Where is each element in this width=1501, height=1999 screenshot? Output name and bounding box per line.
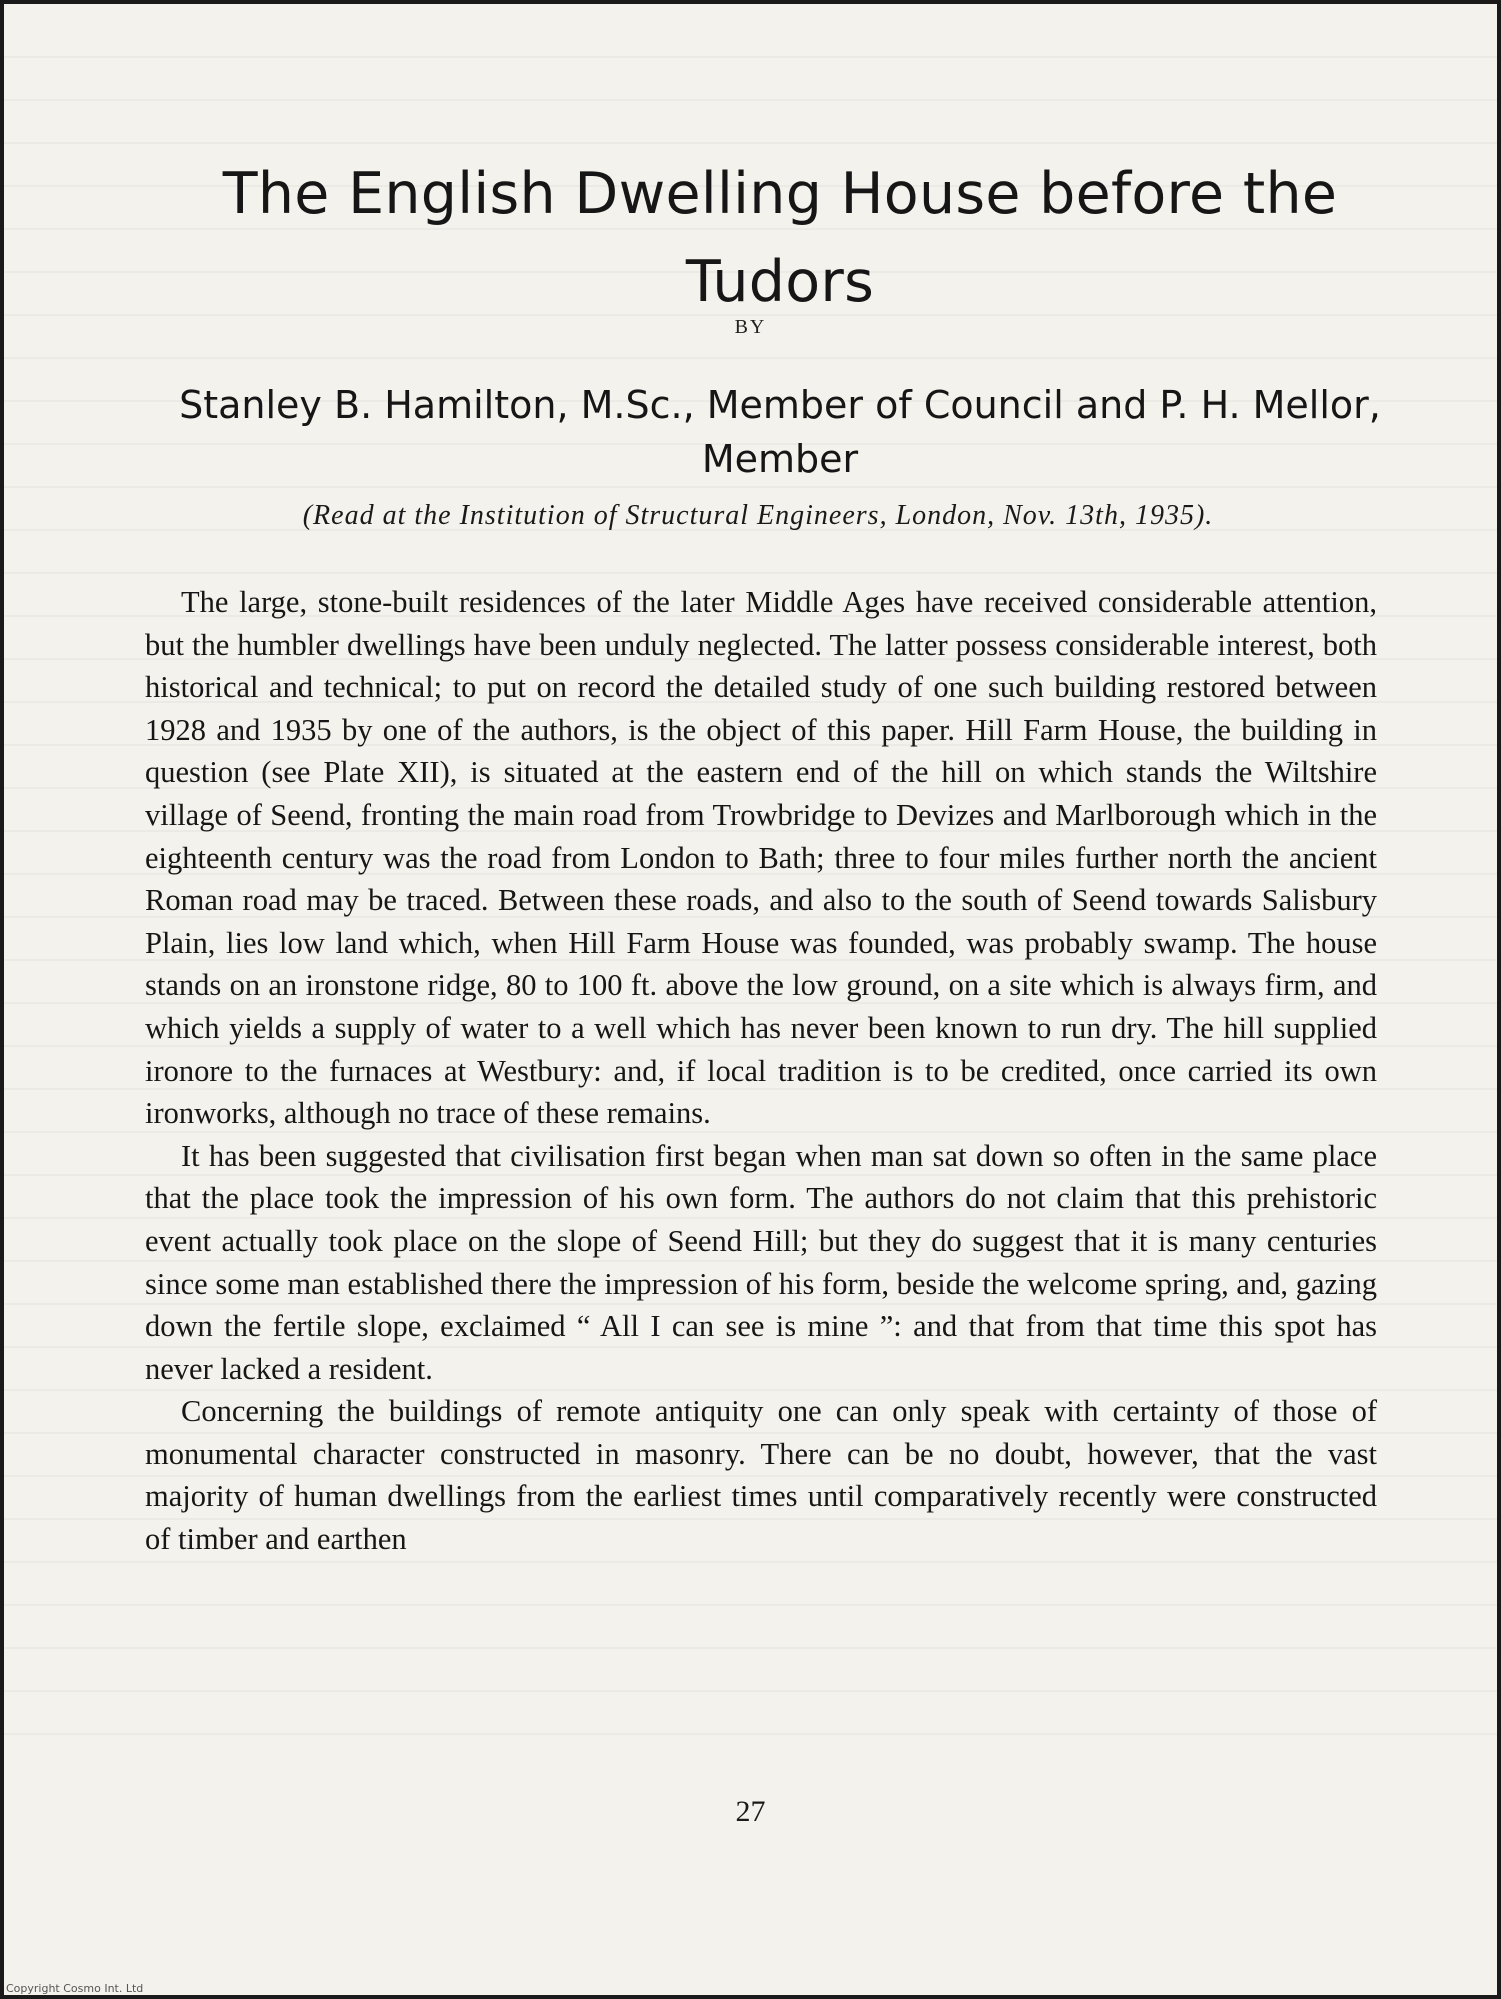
read-at-note: (Read at the Institution of Structural Engineers, London, Nov. 13th, 1935).	[302, 500, 1214, 531]
by-label: BY	[734, 316, 767, 338]
paragraph: Concerning the buildings of remote antiquity one can only speak with certainty of those of monumental character constructed in masonry. There can be no doubt, however, that the vast majority of human dwellings from the earliest times until comparatively recently were constructed of timber and earthen	[145, 1394, 1377, 1557]
paragraph: The large, stone-built residences of the later Middle Ages have received considerable attention, but the humbler dwellings have been unduly neglected. The latter possess considerable interest, both historical and technical; to put on record the detailed study of one such building restored between 1928 and 1935 by one of the authors, is the object of this paper. Hill Farm House, the building in question (see Plate XII), is situated at the eastern end of the hill on which stands the Wiltshire village of Seend, fronting the main road from Trowbridge to Devizes and Marlborough which in the eighteenth century was the road from London to Bath; three to four miles further north the ancient Roman road may be traced. Between these roads, and also to the south of Seend towards Salisbury Plain, lies low land which, when Hill Farm House was founded, was probably swamp. The house stands on an ironstone ridge, 80 to 100 ft. above the low ground, on a site which is always firm, and which yields a supply of water to a well which has never been known to run dry. The hill supplied ironore to the furnaces at Westbury: and, if local tradition is to be credited, once carried its own ironworks, although no trace of these remains.	[145, 585, 1377, 1131]
article-title: The English Dwelling House before the Tudors	[222, 161, 1338, 315]
page-number: 27	[735, 1795, 766, 1828]
copyright-notice: Copyright Cosmo Int. Ltd	[6, 1982, 144, 1995]
author-line: Stanley B. Hamilton, M.Sc., Member of Council and P. H. Mellor, Member	[179, 383, 1381, 481]
paragraph: It has been suggested that civilisation first began when man sat down so often in the same place that the place took the impression of his own form. The authors do not claim that this prehistoric event actually took place on the slope of Seend Hill; but they do suggest that it is many centuries since some man established there the impression of his form, beside the welcome spring, and, gazing down the fertile slope, exclaimed “ All I can see is mine ”: and that from that time this spot has never lacked a resident.	[145, 1138, 1377, 1386]
article-body	[145, 581, 1377, 1561]
